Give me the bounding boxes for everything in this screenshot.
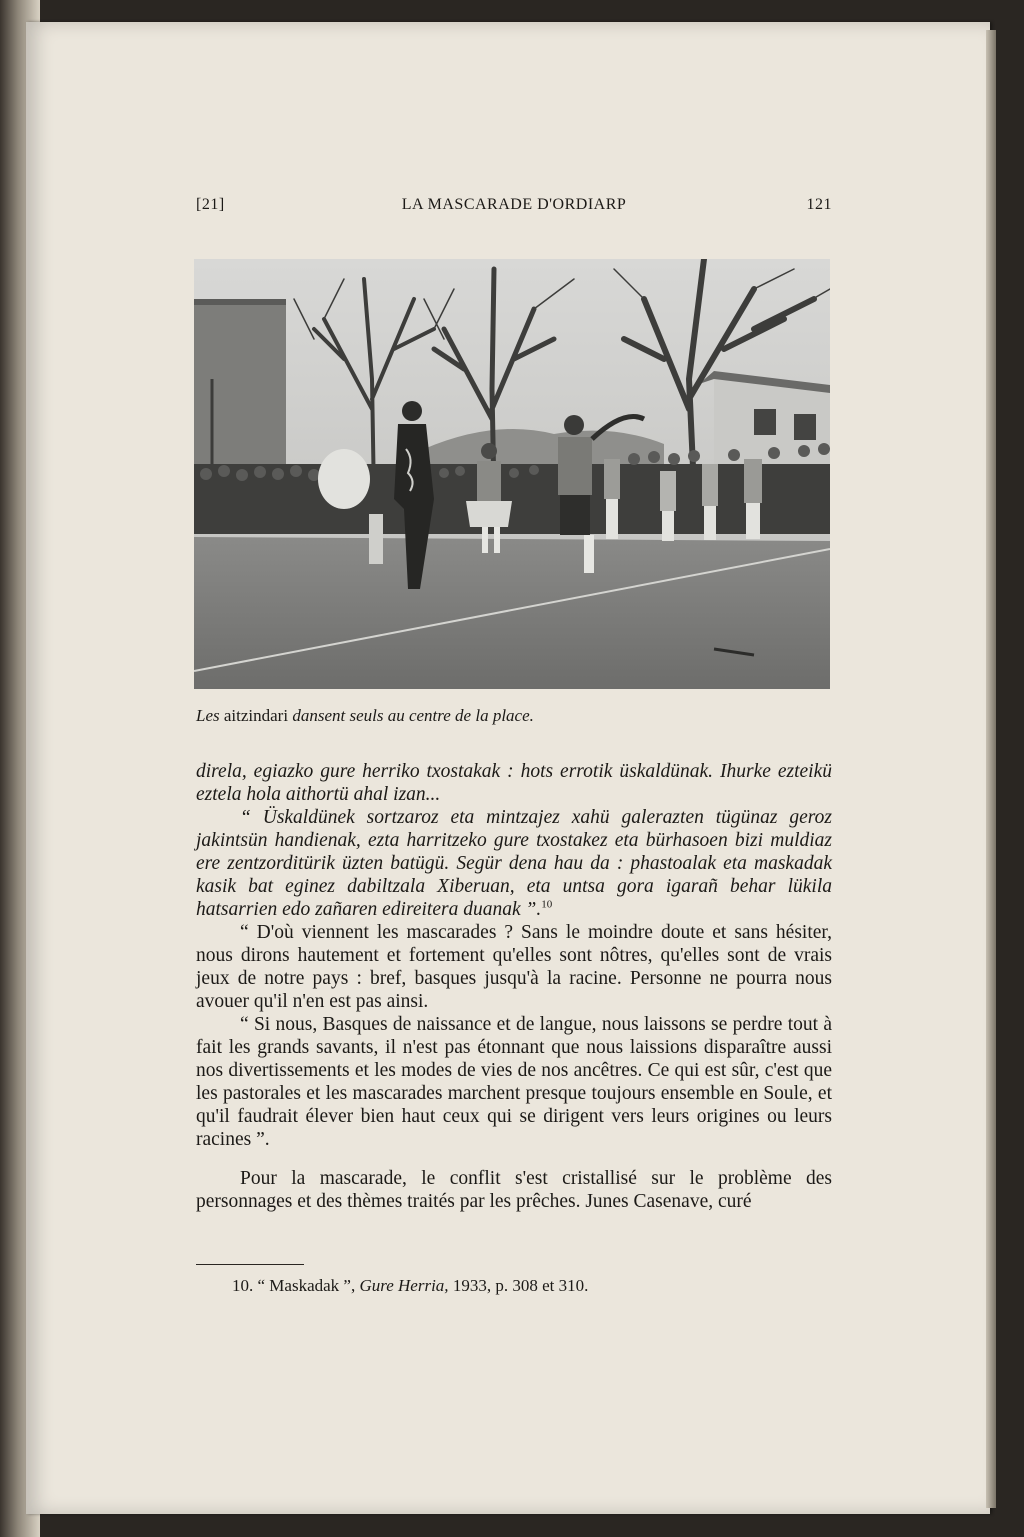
caption-text-end: dansent seuls au centre de la place. bbox=[292, 706, 534, 725]
paragraph-basque-1: direla, egiazko gure herriko txostakak : hots errotik üskaldünak. Ihurke ezteikü eztela hola aithortü ahal izan... bbox=[196, 761, 832, 805]
footnote-reference: 10 bbox=[541, 898, 553, 911]
caption-text-start: Les bbox=[196, 706, 220, 725]
footnote-title: “ Maskadak ”, bbox=[257, 1276, 356, 1295]
footnote-source: Gure Herria, bbox=[359, 1276, 449, 1295]
page-stack-edge bbox=[986, 30, 996, 1508]
photo-illustration bbox=[194, 259, 830, 689]
paragraph-french-1: “ D'où viennent les mascarades ? Sans le moindre doute et sans hésiter, nous dirons hautement et fortement qu'elles sont nôtres, qu'elles sont de vrais jeux de notre pays : bref, basques jusqu'à la racine. Personne ne pourra nous avouer qu'il n'en est pas ainsi. bbox=[196, 922, 832, 1012]
footnote-rule bbox=[196, 1264, 304, 1265]
photo-caption bbox=[196, 706, 832, 726]
paragraph-basque-quote bbox=[196, 806, 832, 921]
footnote-number: 10. bbox=[232, 1276, 254, 1295]
quote-text: “ Üskaldünek sortzaroz eta mintzajez xahü galerazten tügünaz geroz jakintsün handienak, ezta harritzeko gure txostakez eta bürhasoen bizi muldiaz ere zentzorditürik üzten batügü. Segür dena hau da : phastoalak eta maskadak kasik bat eginez dabiltzala Xiberuan, eta untsa gora igarañ behar lükila hatsarrien edo zañaren edireitera duanak ”. bbox=[196, 807, 832, 920]
paragraph-french-2: “ Si nous, Basques de naissance et de langue, nous laissons se perdre tout à fait les grands savants, il n'est pas étonnant que nous laissions disparaître aussi nos divertissements et les modes de vies de nos ancêtres. Ce qui est sûr, c'est que les pastorales et les mascarades marchent presque toujours ensemble en Soule, et qu'il faudrait élever bien haut ceux qui se dirigent vers leurs origines ou leurs racines ”. bbox=[196, 1014, 832, 1150]
paragraph-french-3: Pour la mascarade, le conflit s'est cristallisé sur le problème des personnages et des thèmes traités par les prêches. Junes Casenave, curé bbox=[196, 1168, 832, 1212]
caption-term: aitzindari bbox=[223, 706, 289, 725]
footnote bbox=[232, 1276, 832, 1296]
photo-dancers bbox=[194, 259, 830, 689]
running-head-title: LA MASCARADE D'ORDIARP bbox=[401, 196, 627, 213]
footnote-pages: 1933, p. 308 et 310. bbox=[452, 1276, 589, 1295]
body-text bbox=[196, 760, 832, 1213]
running-head-section: [21] bbox=[196, 196, 225, 213]
page-number: 121 bbox=[806, 196, 832, 213]
